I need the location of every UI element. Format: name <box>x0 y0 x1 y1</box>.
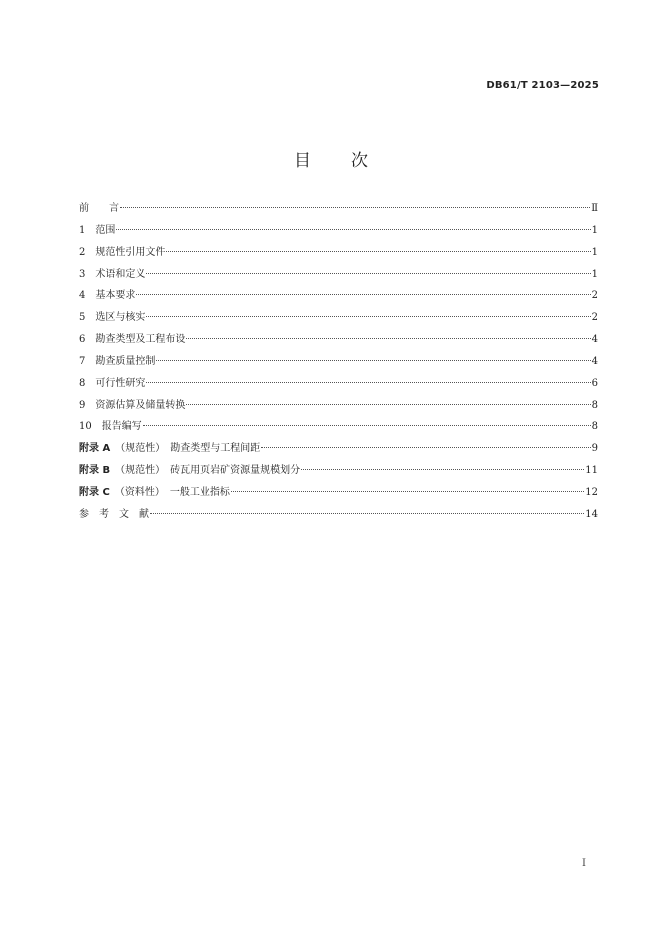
toc-leader <box>231 491 584 492</box>
toc-entry-page: 2 <box>591 290 598 302</box>
toc-entry-scope[interactable] <box>79 220 598 242</box>
toc-entry-appendix-a[interactable] <box>79 438 598 460</box>
toc-entry-label: 6 勘查类型及工程布设 <box>79 334 186 346</box>
toc-entry-page: 1 <box>591 224 598 236</box>
page-number: I <box>582 858 586 869</box>
toc-leader <box>136 294 590 295</box>
toc-entry-terms-definitions[interactable] <box>79 264 598 286</box>
toc-entry-label: 4 基本要求 <box>79 290 136 302</box>
toc-entry-page: 14 <box>585 508 598 520</box>
toc-entry-page: 1 <box>591 268 598 280</box>
toc-entry-page: 4 <box>591 334 598 346</box>
toc-leader <box>186 338 590 339</box>
toc-entry-label: 7 勘查质量控制 <box>79 355 156 367</box>
toc-leader <box>166 251 590 252</box>
toc-entry-label <box>79 482 230 504</box>
toc-entry-page: 1 <box>591 246 598 258</box>
toc-entry-label: 1 范围 <box>79 224 116 236</box>
document-code: DB61/T 2103—2025 <box>486 80 599 91</box>
toc-leader <box>116 229 590 230</box>
appendix-tag: 附录 B <box>79 465 111 477</box>
toc-title-char-1: 目 <box>294 151 311 171</box>
toc-entry-page: 9 <box>591 443 598 455</box>
appendix-title: （规范性） 勘查类型与工程间距 <box>110 443 261 455</box>
toc-entry-label: 前 言 <box>79 203 119 214</box>
toc-entry-page: 2 <box>591 312 598 324</box>
toc-entry-quality-control[interactable] <box>79 351 598 373</box>
toc-leader <box>301 469 584 470</box>
toc-entry-report-writing[interactable] <box>79 416 598 438</box>
toc-entry-feasibility-study[interactable] <box>79 373 598 395</box>
toc-list <box>79 198 598 526</box>
toc-leader <box>261 447 590 448</box>
toc-entry-basic-requirements[interactable] <box>79 285 598 307</box>
appendix-title: （资料性） 一般工业指标 <box>109 486 230 498</box>
toc-leader <box>146 316 590 317</box>
toc-leader <box>156 360 590 361</box>
toc-entry-label: 9 资源估算及储量转换 <box>79 399 186 411</box>
toc-entry-page: 11 <box>585 465 598 477</box>
toc-entry-appendix-c[interactable] <box>79 482 598 504</box>
toc-entry-label <box>79 460 300 482</box>
toc-entry-foreword[interactable] <box>79 198 598 220</box>
toc-leader <box>186 404 590 405</box>
appendix-title: （规范性） 砖瓦用页岩矿资源量规模划分 <box>110 465 301 477</box>
toc-entry-label: 参 考 文 献 <box>79 508 149 520</box>
toc-entry-resource-estimation[interactable] <box>79 395 598 417</box>
toc-leader <box>146 382 590 383</box>
toc-entry-label: 3 术语和定义 <box>79 268 146 280</box>
toc-leader <box>120 207 590 208</box>
appendix-tag: 附录 C <box>79 486 110 498</box>
toc-entry-bibliography[interactable] <box>79 504 598 526</box>
toc-entry-label: 2 规范性引用文件 <box>79 246 166 258</box>
toc-entry-page: 12 <box>585 486 598 498</box>
toc-title-char-2: 次 <box>351 151 368 171</box>
toc-entry-page: Ⅱ <box>591 203 598 214</box>
toc-entry-page: 8 <box>591 399 598 411</box>
toc-entry-page: 6 <box>591 377 598 389</box>
toc-title <box>0 146 662 171</box>
toc-entry-label: 5 选区与核实 <box>79 312 146 324</box>
toc-leader <box>146 273 590 274</box>
toc-entry-page: 8 <box>591 421 598 433</box>
appendix-tag: 附录 A <box>79 443 111 455</box>
toc-entry-normative-references[interactable] <box>79 242 598 264</box>
toc-entry-label: 8 可行性研究 <box>79 377 146 389</box>
toc-entry-label: 10 报告编写 <box>79 421 142 433</box>
toc-entry-page: 4 <box>591 355 598 367</box>
toc-leader <box>143 425 591 426</box>
toc-entry-label <box>79 438 260 460</box>
toc-entry-appendix-b[interactable] <box>79 460 598 482</box>
toc-leader <box>150 513 584 514</box>
toc-entry-exploration-types[interactable] <box>79 329 598 351</box>
toc-entry-site-selection[interactable] <box>79 307 598 329</box>
